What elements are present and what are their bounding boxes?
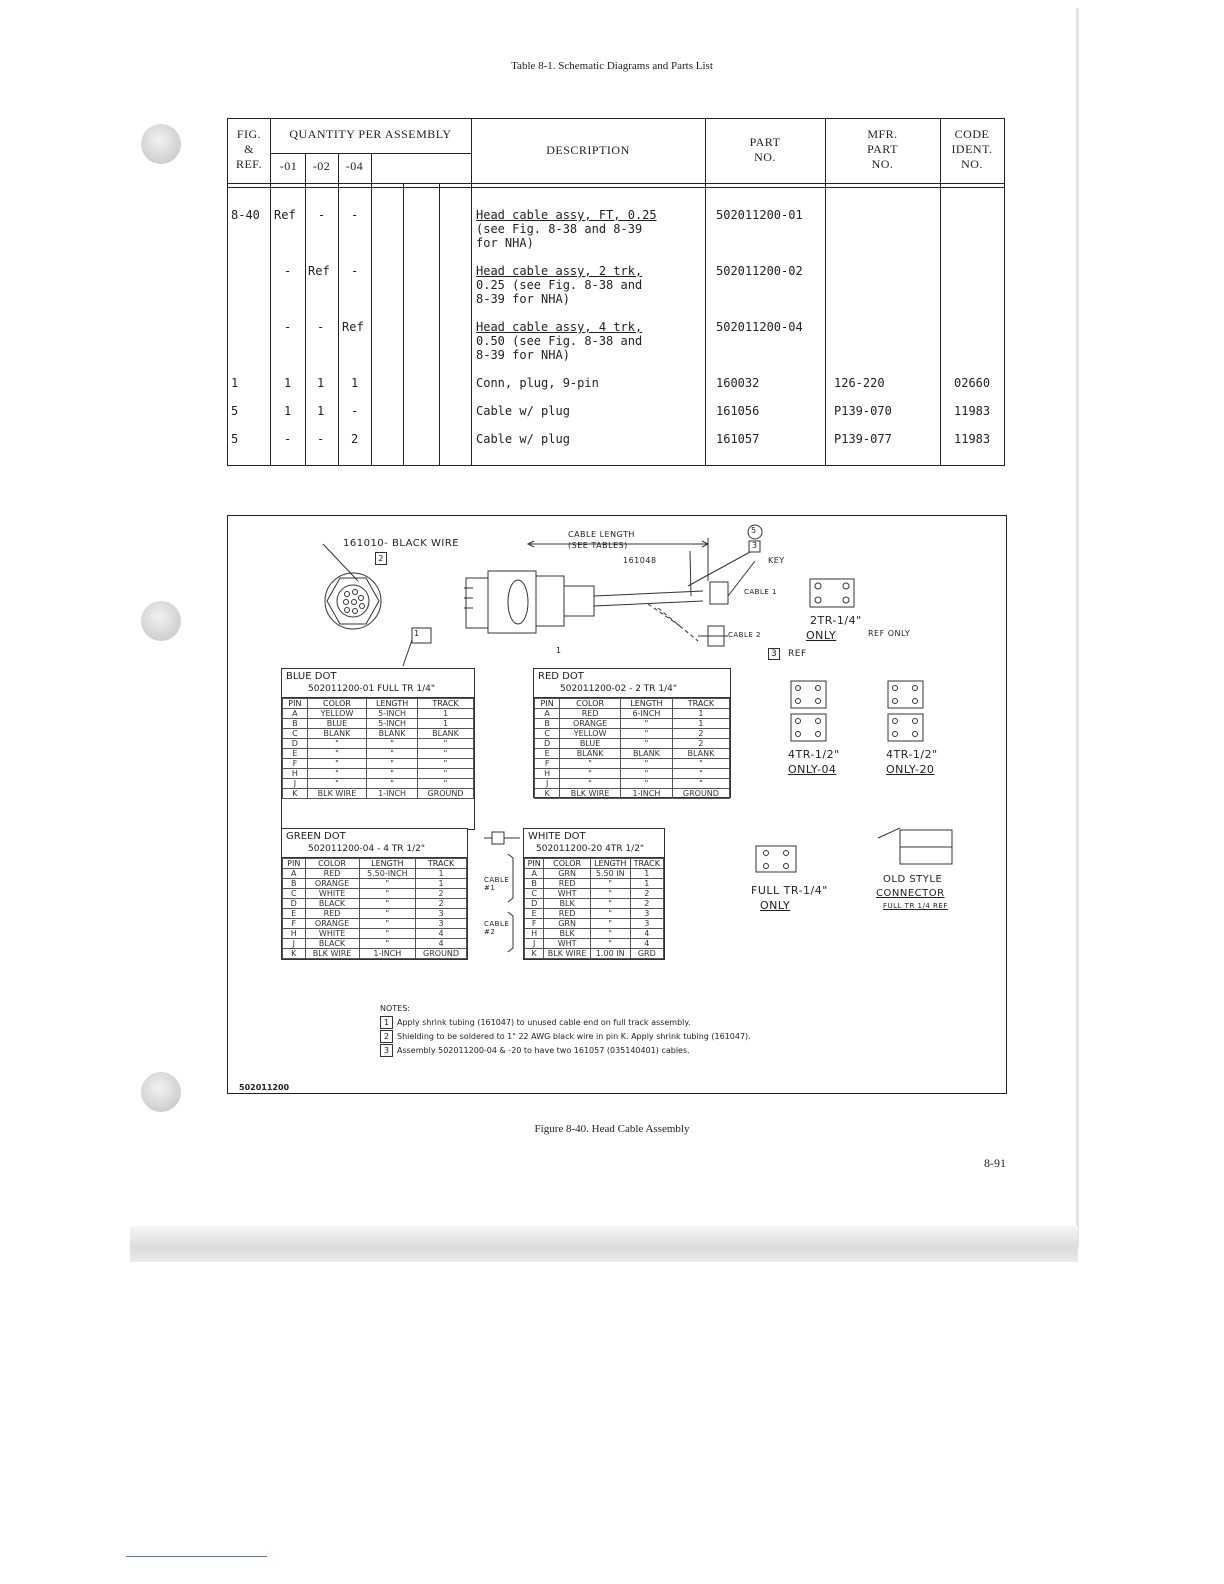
pin-table-header: PIN COLOR LENGTH TRACK	[535, 699, 730, 709]
pin-table-row: E RED " 3	[283, 909, 467, 919]
notes	[380, 1002, 751, 1058]
pin-table-row: A RED 6-INCH 1	[535, 709, 730, 719]
note-callout: 2	[375, 552, 387, 565]
figure-head-cable-assembly	[227, 515, 1007, 1094]
pin-table-header: PIN COLOR LENGTH TRACK	[283, 859, 467, 869]
header-mfr: MFR. PART NO.	[867, 127, 898, 171]
pin-table-row: C WHITE " 2	[283, 889, 467, 899]
cable-length-label: CABLE LENGTH	[568, 530, 635, 539]
pin-table-row: B ORANGE " 1	[283, 879, 467, 889]
pin-table-row: E " " "	[283, 749, 474, 759]
pin-table-row: K BLK WIRE 1-INCH GROUND	[535, 789, 730, 799]
cable1-brace-label: CABLE #1	[484, 876, 510, 892]
pin-table-row: A RED 5.50-INCH 1	[283, 869, 467, 879]
2tr-only-label: ONLY	[806, 629, 837, 642]
red-dot-title: RED DOT 502011200-02 - 2 TR 1/4"	[534, 669, 730, 698]
white-dot-table	[523, 828, 665, 960]
pin-table-row: B ORANGE " 1	[535, 719, 730, 729]
green-dot-title: GREEN DOT 502011200-04 - 4 TR 1/2"	[282, 829, 467, 858]
pin-table-row: C WHT " 2	[525, 889, 664, 899]
header-qty-01: -01	[279, 159, 298, 173]
pin-table-row: E RED " 3	[525, 909, 664, 919]
divider	[126, 1556, 267, 1557]
cable1-label: CABLE 1	[744, 588, 777, 596]
page-edge	[1076, 8, 1079, 1248]
pin-table-row: F " " "	[535, 759, 730, 769]
page-edge-shadow	[130, 1226, 1078, 1262]
callout-1: 1	[556, 646, 562, 655]
header-part: PART NO.	[749, 135, 781, 164]
4tr20-label: 4TR-1/2"	[886, 748, 938, 761]
pin-table-row: K BLK WIRE 1-INCH GROUND	[283, 949, 467, 959]
see-tables-label: (SEE TABLES)	[568, 541, 628, 550]
pin-table-row: J " " "	[283, 779, 474, 789]
pin-table-row: H " " "	[535, 769, 730, 779]
note-item: 3 Assembly 502011200-04 & -20 to have two 161057 (035140401) cables.	[380, 1044, 751, 1058]
blue-dot-title: BLUE DOT 502011200-01 FULL TR 1/4"	[282, 669, 474, 698]
pin-table-row: H WHITE " 4	[283, 929, 467, 939]
callout-3-ref: 3	[768, 648, 780, 660]
pin-table-header: PIN COLOR LENGTH TRACK	[283, 699, 474, 709]
pin-table-row: F ORANGE " 3	[283, 919, 467, 929]
pin-table-row: K BLK WIRE 1.00 IN GRD	[525, 949, 664, 959]
parts-table: FIG. & REF. QUANTITY PER ASSEMBLY -01 -02 -04 DESCRIPTION PART NO. MFR. PART NO. CODE IDENT. NO. 8-40 Ref - - Head cable assy, FT, 0.25 (see Fig. 8-38 and 8-39 for NHA) 502011200-01 - Ref - Head cable assy, 2 trk, 0.25 (see Fig. 8-38 and 8-39 for NHA) 502011200-02 - - Ref Head cable assy, 4 trk, 0.50 (see Fig. 8-38 and 8-39 for NHA) 502011200-04 1 1 1 1 Conn, plug, 9-pin 160032 126-220 02660 5 1 1 - Cable w/ plug 161056 P139-070 11983 5 - - 2 Cable w/ plug 161057 P139-077 11983	[227, 118, 1005, 466]
white-dot-title: WHITE DOT 502011200-20 4TR 1/2"	[524, 829, 664, 858]
old-style-label: OLD STYLE	[883, 874, 943, 885]
callout-5: 5	[751, 526, 757, 535]
green-dot-table	[281, 828, 468, 960]
callout-3: 3	[752, 541, 758, 550]
pin-table-row: B BLUE 5-INCH 1	[283, 719, 474, 729]
header-qty: QUANTITY PER ASSEMBLY	[289, 127, 452, 141]
header-qty-04: -04	[345, 159, 364, 173]
header-qty-02: -02	[312, 159, 331, 173]
ref-only-label: REF ONLY	[868, 629, 911, 638]
pin-table-row: A YELLOW 5-INCH 1	[283, 709, 474, 719]
figure-caption: Figure 8-40. Head Cable Assembly	[534, 1123, 690, 1135]
pin-table-row: J WHT " 4	[525, 939, 664, 949]
note-item: 2 Shielding to be soldered to 1" 22 AWG black wire in pin K. Apply shrink tubing (161047).	[380, 1030, 751, 1044]
ref-label: REF	[788, 649, 807, 659]
pin-table-row: H BLK " 4	[525, 929, 664, 939]
pin-table-row: E BLANK BLANK BLANK	[535, 749, 730, 759]
pin-table-header: PIN COLOR LENGTH TRACK	[525, 859, 664, 869]
full-tr-label: FULL TR-1/4"	[751, 884, 828, 897]
pin-table-row: J " " "	[535, 779, 730, 789]
full-tr-only-label: ONLY	[760, 899, 791, 912]
red-dot-table	[533, 668, 731, 798]
wire-label: 161010- BLACK WIRE	[343, 538, 460, 549]
header-description: DESCRIPTION	[546, 143, 630, 157]
binder-hole	[141, 601, 181, 641]
pin-table-row: J BLACK " 4	[283, 939, 467, 949]
pin-table-row: B RED " 1	[525, 879, 664, 889]
pin-table-row: A GRN 5.50 IN 1	[525, 869, 664, 879]
pin-table-row: D BLK " 2	[525, 899, 664, 909]
pin-table-row: K BLK WIRE 1-INCH GROUND	[283, 789, 474, 799]
table-title: Table 8-1. Schematic Diagrams and Parts List	[511, 60, 713, 72]
header-fig: FIG. & REF.	[235, 127, 263, 171]
pin-table-row: C YELLOW " 2	[535, 729, 730, 739]
document-number: 502011200	[239, 1083, 290, 1092]
header-code: CODE IDENT. NO.	[951, 127, 993, 171]
cable2-brace-label: CABLE #2	[484, 920, 510, 936]
old-style-ref-label: FULL TR 1/4 REF	[883, 902, 948, 910]
binder-hole	[141, 1072, 181, 1112]
pin-table-row: D " " "	[283, 739, 474, 749]
cable2-label: CABLE 2	[728, 631, 761, 639]
old-style-connector-label: CONNECTOR	[876, 888, 945, 899]
blue-dot-table	[281, 668, 475, 830]
pin-table-row: F " " "	[283, 759, 474, 769]
page-number: 8-91	[984, 1156, 1006, 1170]
4tr20-only-label: ONLY-20	[886, 763, 935, 776]
note-callout: 1	[414, 629, 420, 638]
note-item: 1 Apply shrink tubing (161047) to unused cable end on full track assembly.	[380, 1016, 751, 1030]
pin-table-row: H " " "	[283, 769, 474, 779]
notes-title: NOTES:	[380, 1004, 410, 1013]
4tr04-label: 4TR-1/2"	[788, 748, 840, 761]
2tr-label: 2TR-1/4"	[810, 614, 862, 627]
binder-hole	[141, 124, 181, 164]
pin-table-row: D BLACK " 2	[283, 899, 467, 909]
4tr04-only-label: ONLY-04	[788, 763, 837, 776]
pin-table-row: D BLUE " 2	[535, 739, 730, 749]
key-label: KEY	[768, 556, 785, 565]
part-label: 161048	[623, 556, 657, 565]
pin-table-row: F GRN " 3	[525, 919, 664, 929]
pin-table-row: C BLANK BLANK BLANK	[283, 729, 474, 739]
